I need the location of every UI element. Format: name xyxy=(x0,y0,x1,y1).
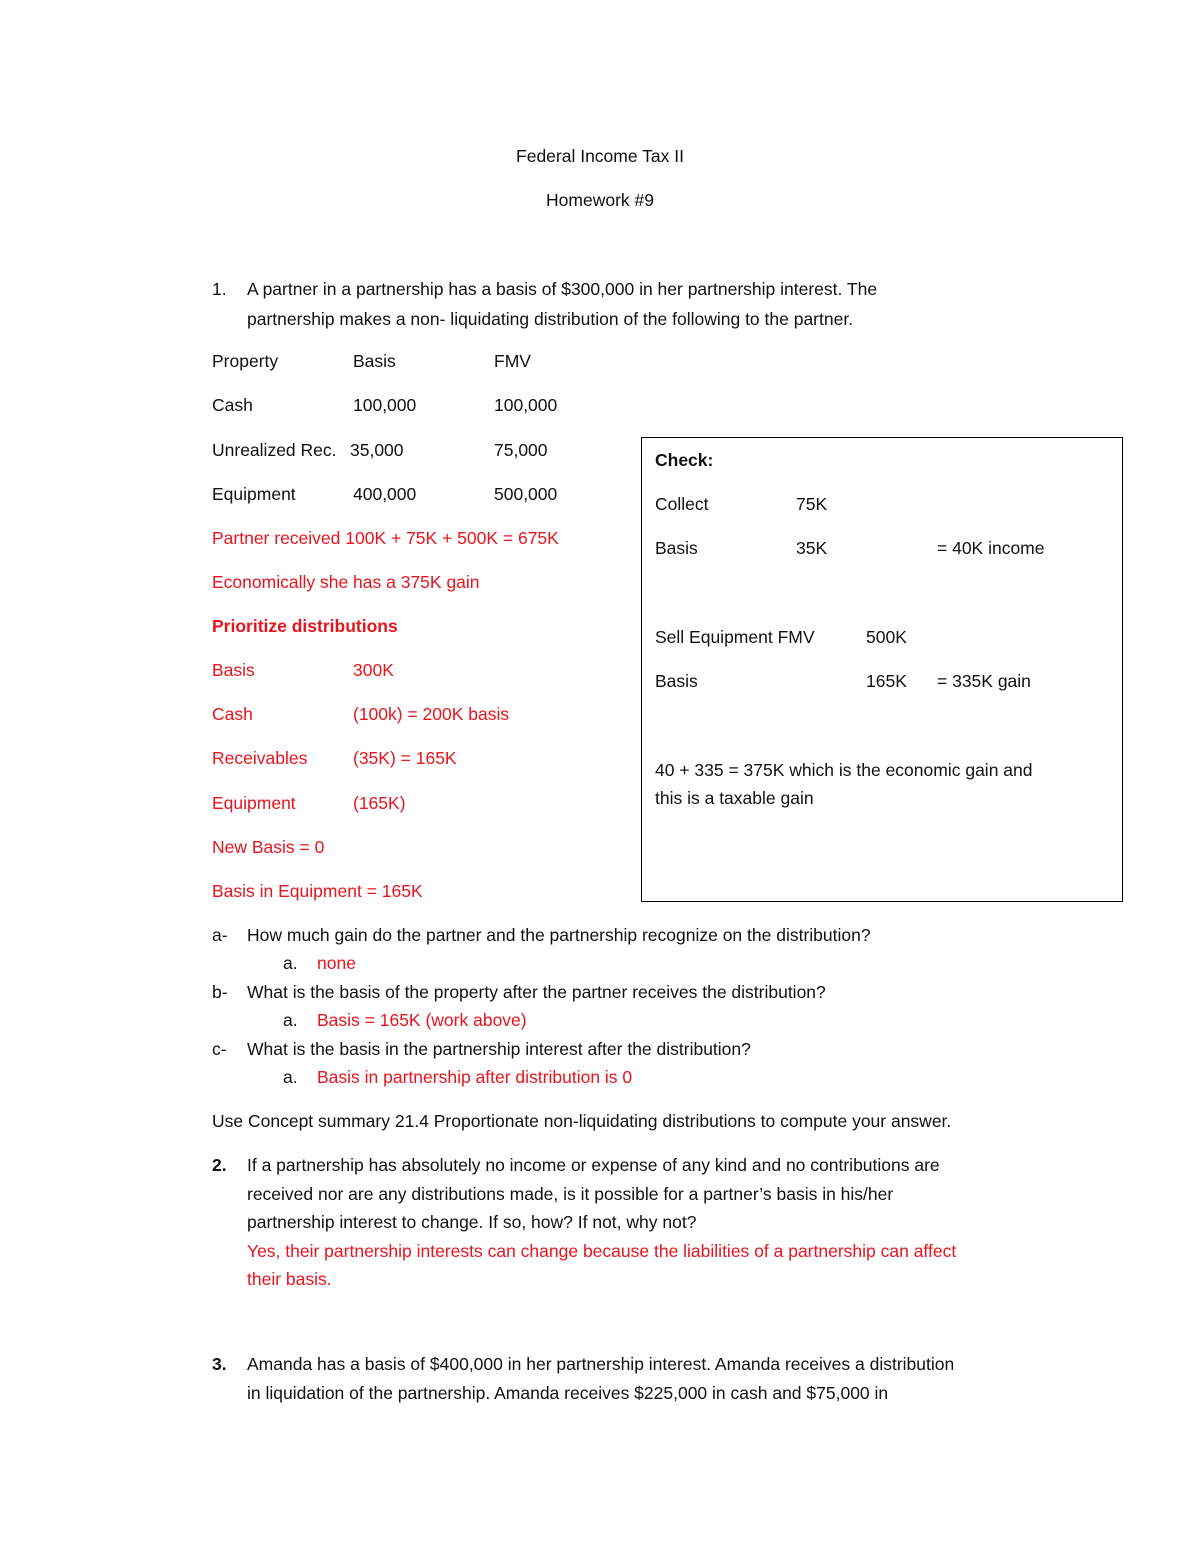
table-cell: Cash xyxy=(212,395,253,415)
subq-answer-mark: a. xyxy=(283,1010,298,1030)
subq-answer: Basis in partnership after distribution is 0 xyxy=(317,1067,633,1087)
alloc-value: (35K) = 165K xyxy=(353,748,457,768)
subq-question: What is the basis of the property after the partner receives the distribution? xyxy=(247,982,826,1002)
subq-answer-mark: a. xyxy=(283,953,298,973)
check-summary-line2: this is a taxable gain xyxy=(655,788,814,808)
document-subtitle: Homework #9 xyxy=(546,190,654,210)
check-basis2-result: = 335K gain xyxy=(937,671,1031,691)
table-cell: 35,000 xyxy=(350,440,404,460)
subq-question: What is the basis in the partnership interest after the distribution? xyxy=(247,1039,751,1059)
answer-received: Partner received 100K + 75K + 500K = 675K xyxy=(212,528,559,548)
answer-economic-gain: Economically she has a 375K gain xyxy=(212,572,480,592)
subq-answer-mark: a. xyxy=(283,1067,298,1087)
q2-text-line1: If a partnership has absolutely no income or expense of any kind and no contributions are xyxy=(247,1155,940,1175)
q2-text-line3: partnership interest to change. If so, how? If not, why not? xyxy=(247,1212,697,1232)
table-cell: 100,000 xyxy=(494,395,558,415)
q1-text-line2: partnership makes a non- liquidating distribution of the following to the partner. xyxy=(247,309,854,329)
answer-basis-equipment: Basis in Equipment = 165K xyxy=(212,881,423,901)
subq-mark: a- xyxy=(212,925,228,945)
answer-prioritize-heading: Prioritize distributions xyxy=(212,616,398,636)
subq-answer: Basis = 165K (work above) xyxy=(317,1010,527,1030)
q1-number: 1. xyxy=(212,279,227,299)
check-basis-result: = 40K income xyxy=(937,538,1045,558)
alloc-value: (100k) = 200K basis xyxy=(353,704,510,724)
subq-mark: b- xyxy=(212,982,228,1002)
q3-number: 3. xyxy=(212,1354,227,1374)
check-collect-value: 75K xyxy=(796,494,828,514)
table-cell: Equipment xyxy=(212,484,296,504)
check-basis-value: 35K xyxy=(796,538,828,558)
check-summary-line1: 40 + 335 = 375K which is the economic gain and xyxy=(655,760,1033,780)
q2-answer-line1: Yes, their partnership interests can change because the liabilities of a partnership can affect xyxy=(247,1241,957,1261)
table-header-property: Property xyxy=(212,351,279,371)
q1-text-line1: A partner in a partnership has a basis of $300,000 in her partnership interest. The xyxy=(247,279,878,299)
concept-summary-note: Use Concept summary 21.4 Proportionate non-liquidating distributions to compute your answer. xyxy=(212,1111,952,1131)
alloc-label: Cash xyxy=(212,704,253,724)
q2-number: 2. xyxy=(212,1155,227,1175)
alloc-label: Basis xyxy=(212,660,255,680)
document-title: Federal Income Tax II xyxy=(516,146,684,166)
table-cell: 400,000 xyxy=(353,484,417,504)
alloc-value: 300K xyxy=(353,660,394,680)
alloc-label: Equipment xyxy=(212,793,296,813)
table-cell: Unrealized Rec. xyxy=(212,440,337,460)
alloc-value: (165K) xyxy=(353,793,406,813)
check-sell-value: 500K xyxy=(866,627,907,647)
subq-mark: c- xyxy=(212,1039,227,1059)
q2-text-line2: received nor are any distributions made, is it possible for a partner’s basis in his/her xyxy=(247,1184,894,1204)
answer-new-basis: New Basis = 0 xyxy=(212,837,325,857)
q3-text-line2: in liquidation of the partnership. Amanda receives $225,000 in cash and $75,000 in xyxy=(247,1383,889,1403)
check-basis-label: Basis xyxy=(655,538,698,558)
alloc-label: Receivables xyxy=(212,748,308,768)
table-header-fmv: FMV xyxy=(494,351,531,371)
table-cell: 100,000 xyxy=(353,395,417,415)
check-basis2-value: 165K xyxy=(866,671,907,691)
q2-answer-line2: their basis. xyxy=(247,1269,332,1289)
table-cell: 75,000 xyxy=(494,440,548,460)
subq-question: How much gain do the partner and the partnership recognize on the distribution? xyxy=(247,925,871,945)
q3-text-line1: Amanda has a basis of $400,000 in her partnership interest. Amanda receives a distribution xyxy=(247,1354,955,1374)
table-cell: 500,000 xyxy=(494,484,558,504)
check-collect-label: Collect xyxy=(655,494,709,514)
check-title: Check: xyxy=(655,450,714,470)
check-basis2-label: Basis xyxy=(655,671,698,691)
subq-answer: none xyxy=(317,953,356,973)
check-sell-label: Sell Equipment FMV xyxy=(655,627,815,647)
table-header-basis: Basis xyxy=(353,351,396,371)
